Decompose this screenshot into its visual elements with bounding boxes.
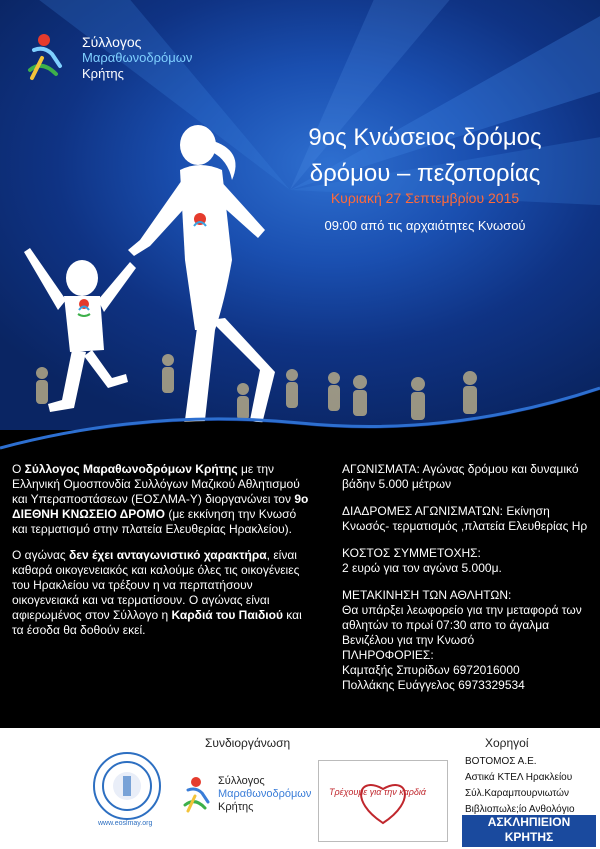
seal-url: www.eoslmay.org <box>98 820 153 827</box>
events-info: ΑΓΩΝΙΣΜΑΤΑ: Αγώνας δρόμου και δυναμικό βάδην 5.000 μέτρων <box>342 462 579 491</box>
runner-logo-icon <box>22 30 77 85</box>
title-line-1: 9ος Κνώσειος δρόμος <box>308 124 542 151</box>
cost-info: ΚΟΣΤΟΣ ΣΥΜΜΕΤΟΧΗΣ: 2 ευρώ για τον αγώνα 5.000μ. <box>342 546 502 575</box>
sponsor-item: ΒΟΤΟΜΟΣ Α.Ε. <box>465 756 537 767</box>
eoslmay-seal-logo <box>93 752 161 820</box>
sponsors-list <box>465 754 575 818</box>
details-column <box>342 462 600 705</box>
co-organizer-label: Συνδιοργάνωση <box>205 736 291 750</box>
sponsor-item: Βιβλιοπωλε;ίο Ανθολόγιο <box>465 804 575 815</box>
logo-bottom-line-2: Μαραθωνοδρόμων <box>218 788 312 800</box>
logo-bottom-line-3: Κρήτης <box>218 801 254 813</box>
event-time: 09:00 από τις αρχαιότητες Κνωσού <box>324 218 526 233</box>
asklepieion-line-1: ΑΣΚΛΗΠΙΕΙΟΝ <box>487 815 571 829</box>
sponsor-item: Αστικά ΚΤΕΛ Ηρακλείου <box>465 772 573 783</box>
runner-logo-icon-small <box>180 775 216 815</box>
sponsor-item: Σύλ.Καραμπουρνιωτών <box>465 788 569 799</box>
sponsors-label: Χορηγοί <box>485 736 529 750</box>
heart-icon <box>319 761 447 841</box>
wave-divider <box>0 380 600 470</box>
heart-text: Τρέχουμε για την καρδιά <box>329 787 427 797</box>
logo-line-1: Σύλλογος <box>82 34 142 50</box>
description-column <box>12 462 312 649</box>
description-paragraph-2: Ο αγώνας δεν έχει ανταγωνιστικό χαρακτήρα, είναι καθαρά οικογενειακός και καλούμε όλες τις οικογένειες του Ηρακλείου να τρέξουν η να περπατήσουν οικογενειακά και να τερματίσουν. Ο αγώνας είναι αφιερωμένος στον Σύλλογο η Καρδιά του Παιδιού και τα έσοδα θα δοθούν εκεί. <box>12 548 302 637</box>
heart-charity-logo <box>318 760 448 842</box>
event-date: Κυριακή 27 Σεπτεμβρίου 2015 <box>330 190 520 206</box>
logo-line-3: Κρήτης <box>82 66 124 81</box>
asklepieion-logo <box>462 815 596 847</box>
transport-info: ΜΕΤΑΚΙΝΗΣΗ ΤΩΝ ΑΘΛΗΤΩΝ: Θα υπάρξει λεωφορείο για την μεταφορά των αθλητών το πρωί 07:30 απο το άγαλμα Βενιζέλου για την Κνωσό ΠΛΗΡΟΦΟΡΙΕΣ: Καμταξής Σπυρίδων 6972016000 Πολλάκης Ευάγγελος 6973329534 <box>342 588 582 692</box>
club-logo-top <box>22 30 192 90</box>
club-logo-bottom <box>180 775 320 825</box>
logo-line-2: Μαραθωνοδρόμων <box>82 50 193 65</box>
seal-icon <box>95 754 159 818</box>
routes-info: ΔΙΑΔΡΟΜΕΣ ΑΓΩΝΙΣΜΑΤΩΝ: Εκίνηση Κνωσός- τερματισμός ,πλατεία Ελευθερίας Ηρ <box>342 504 588 533</box>
title-line-2: δρόμου – πεζοπορίας <box>309 160 541 187</box>
description-paragraph-1: Ο Σύλλογος Μαραθωνοδρόμων Κρήτης με την Ελληνική Ομοσπονδία Συλλόγων Μαζικού Αθλητισμού και Υπεραποστάσεων (ΕΟΣΛΜΑ-Υ) διοργανώνει τον 9ο ΔΙΕΘΝΗ ΚΝΩΣΕΙΟ ΔΡΟΜΟ (με εκκίνηση την Κνωσό και τερματισμό στην πλατεία Ελευθερίας Ηρακλείου). <box>12 462 309 536</box>
event-title <box>275 120 575 192</box>
logo-bottom-line-1: Σύλλογος <box>218 775 265 787</box>
asklepieion-line-2: ΚΡΗΤΗΣ <box>504 830 554 844</box>
